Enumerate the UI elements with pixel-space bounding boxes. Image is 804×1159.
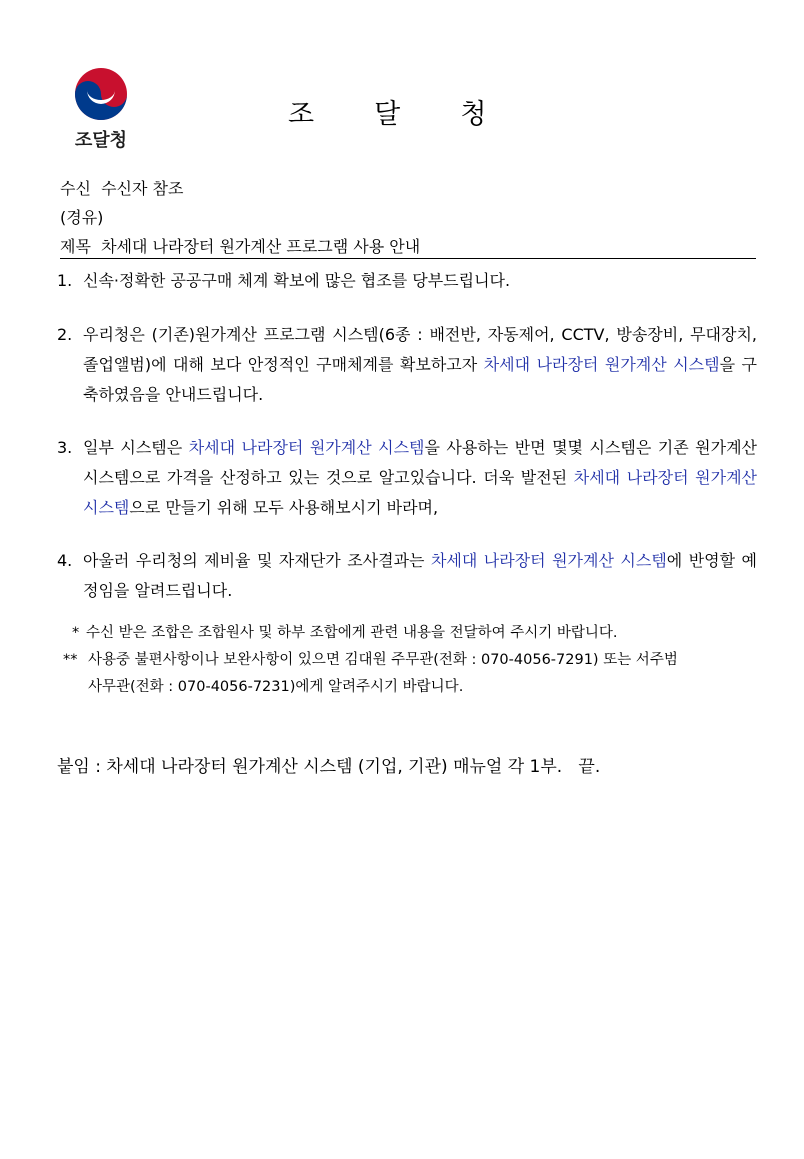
paragraph-text: 아울러 우리청의 제비율 및 자재단가 조사결과는 <box>83 551 431 570</box>
paragraph-2 <box>57 320 757 410</box>
attachment-line: 붙임 : 차세대 나라장터 원가계산 시스템 (기업, 기관) 매뉴얼 각 1부. 끝. <box>57 757 601 777</box>
paragraph-text: 을 사용하는 반면 몇몇 시스템은 기존 원가계산 시스템으로 가격을 산정하고 있는 것으로 알고있습니다. 더욱 발전된 <box>83 438 757 487</box>
highlighted-system-name: 차세대 나라장터 원가계산 시스템 <box>188 438 425 457</box>
paragraph-number: 1. <box>57 271 73 290</box>
paragraph-text: 신속·정확한 공공구매 체계 확보에 많은 협조를 당부드립니다. <box>83 271 511 290</box>
paragraph-text: 우리청은 (기존)원가계산 프로그램 시스템(6종 : 배전반, 자동제어, CCTV, 방송장비, 무대장치, 졸업앨범)에 대해 보다 안정적인 구매체계를 확보하고자 <box>83 325 757 374</box>
taegeuk-emblem-icon <box>70 66 132 126</box>
via-line: (경유) <box>60 208 104 227</box>
recipient-line: 수신 수신자 참조 <box>60 179 184 198</box>
paragraph-text: 을 구축하였음을 안내드립니다. <box>83 355 757 404</box>
note-2-line-1: 사용중 불편사항이나 보완사항이 있으면 김대원 주무관(전화 : 070-4056-7291) 또는 서주범 <box>88 652 678 668</box>
agency-logo <box>70 66 132 152</box>
logo-label: 조달청 <box>74 130 128 151</box>
paragraph-text: 일부 시스템은 <box>83 438 189 457</box>
paragraph-4 <box>57 546 757 606</box>
paragraph-text: 으로 만들기 위해 모두 사용해보시기 바라며, <box>129 498 439 517</box>
page-title: 조 달 청 <box>288 99 487 130</box>
paragraph-number: 4. <box>57 551 73 570</box>
note-1: 수신 받은 조합은 조합원사 및 하부 조합에게 관련 내용을 전달하여 주시기 바랍니다. <box>86 625 618 641</box>
paragraph-number: 2. <box>57 325 73 344</box>
paragraph-text: 에 반영할 예정임을 알려드립니다. <box>83 551 758 600</box>
subject-line: 제목 차세대 나라장터 원가계산 프로그램 사용 안내 <box>60 237 421 256</box>
paragraph-3 <box>57 433 757 523</box>
note-2-line-2: 사무관(전화 : 070-4056-7231)에게 알려주시기 바랍니다. <box>88 679 464 695</box>
highlighted-system-name: 차세대 나라장터 원가계산 시스템 <box>483 355 720 374</box>
highlighted-system-name: 차세대 나라장터 원가계산 시스템 <box>430 551 667 570</box>
header-divider <box>60 258 756 259</box>
paragraph-number: 3. <box>57 438 73 457</box>
note-mark: ** <box>63 652 78 668</box>
highlighted-system-name: 차세대 나라장터 원가계산 시스템 <box>83 468 757 517</box>
paragraph-1 <box>57 266 757 296</box>
note-mark: * <box>72 625 80 641</box>
